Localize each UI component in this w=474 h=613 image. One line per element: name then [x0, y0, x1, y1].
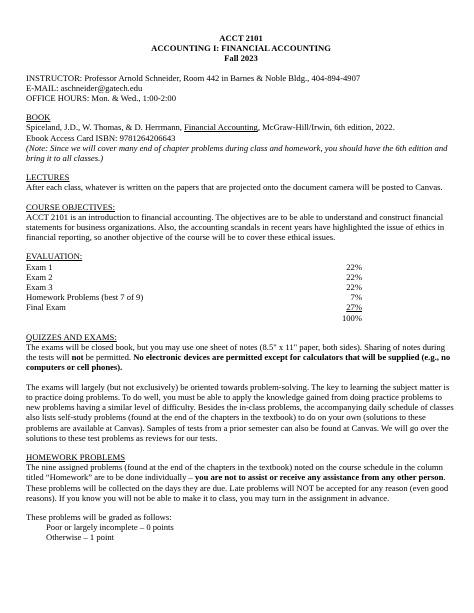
book-publisher: , McGraw-Hill/Irwin, 6th edition, 2022.: [257, 122, 395, 133]
quizzes-bold-rule: No electronic devices are permitted except for calculators that will be supplied (e.g., no computers or cell phones).: [26, 352, 451, 373]
quizzes-text: The exams will be closed book, but you may use one sheet of notes (8.5" x 11" paper, both sides). Sharing of notes during the tests will: [26, 342, 446, 363]
homework-text: The nine assigned problems (found at the end of the chapters in the textbook) noted on the course schedule in the column titled “Homework” are to be done individually –: [26, 462, 443, 483]
homework-bold-rule: you are not to assist or receive any assistance from any other person: [194, 472, 444, 483]
grading-intro: These problems will be graded as follows:: [26, 511, 172, 522]
evaluation-value: 22%: [346, 271, 362, 282]
book-heading: BOOK: [26, 112, 51, 123]
evaluation-table: [26, 262, 456, 323]
homework-paragraph: [26, 462, 456, 503]
course-term: Fall 2023: [224, 53, 258, 64]
evaluation-label: Exam 3: [26, 282, 53, 293]
office-hours: OFFICE HOURS: Mon. & Wed., 1:00-2:00: [26, 93, 177, 104]
evaluation-label: Final Exam: [26, 302, 66, 313]
objectives-heading: COURSE OBJECTIVES:: [26, 201, 116, 212]
evaluation-label: Exam 1: [26, 261, 53, 272]
book-authors: Spiceland, J.D., W. Thomas, & D. Herrmann,: [26, 122, 185, 133]
evaluation-row: [26, 292, 362, 302]
lectures-heading: LECTURES: [26, 172, 70, 183]
evaluation-row: [26, 282, 362, 292]
evaluation-heading: EVALUATION:: [26, 251, 83, 262]
evaluation-row: [26, 302, 362, 312]
homework-text: . These problems will be collected on the days they are due. Late problems will NOT be accepted for any reason (even good reasons). If you know you will not be able to make it to class, you may turn in the assignment in advance.: [26, 472, 449, 503]
evaluation-value: 22%: [346, 282, 362, 293]
instructor-line: INSTRUCTOR: Professor Arnold Schneider, Room 442 in Barnes & Noble Bldg., 404-894-4907: [26, 72, 361, 83]
grade-line: Otherwise – 1 point: [46, 532, 115, 543]
syllabus-content: [26, 33, 456, 543]
evaluation-row: [26, 262, 362, 272]
ebook-isbn: Ebook Access Card ISBN: 9781264206643: [26, 132, 176, 143]
quizzes-paragraph-1: [26, 342, 456, 373]
evaluation-total-row: [26, 313, 362, 323]
course-title: ACCOUNTING I: FINANCIAL ACCOUNTING: [151, 43, 331, 54]
evaluation-total: 100%: [341, 312, 362, 323]
lectures-text: After each class, whatever is written on the papers that are projected onto the document camera will be posted to Canvas.: [26, 182, 443, 193]
quizzes-heading: QUIZZES AND EXAMS:: [26, 331, 117, 342]
quizzes-not: not: [71, 352, 84, 363]
course-code: ACCT 2101: [219, 33, 263, 43]
book-title: Financial Accounting: [184, 122, 258, 133]
evaluation-label: Homework Problems (best 7 of 9): [26, 292, 144, 303]
book-note: (Note: Since we will cover many end of chapter problems during class and homework, you should have the 6th edition and bring it to all classes.): [26, 142, 448, 164]
evaluation-value: 7%: [350, 292, 362, 303]
quizzes-paragraph-2: The exams will largely (but not exclusively) be oriented towards problem-solving. The key to learning the subject matter is to practice doing problems. To do well, you must be able to apply the knowledge gained from doing practice problems to new problems having a similar level of difficulty. Besides the in-class problems, the accompanying daily schedule of classes also lists self-study problems (found at the end of the chapters in the textbook) to do on your own (solutions to these problems are available at Canvas). Samples of tests from a prior semester can also be found at Canvas. We will go over the solutions to these test problems as reviews for our tests.: [26, 381, 454, 443]
quizzes-text: be permitted.: [83, 352, 134, 363]
instructor-email: E-MAIL: aschneider@gatech.edu: [26, 82, 143, 93]
evaluation-label: Exam 2: [26, 271, 53, 282]
grade-line: Poor or largely incomplete – 0 points: [46, 522, 174, 533]
evaluation-value: 22%: [346, 261, 362, 272]
objectives-text: ACCT 2101 is an introduction to financial accounting. The objectives are to be able to understand and construct financial statements for business organizations. Also, the accounting scandals in recent years have highlighted the issue of ethics in financial reporting, so another objective of the course will be to cover these ethical issues.: [26, 211, 445, 243]
evaluation-row: [26, 272, 362, 282]
homework-heading: HOMEWORK PROBLEMS: [26, 451, 126, 462]
evaluation-value: 27%: [346, 302, 362, 313]
book-citation: [26, 122, 456, 132]
